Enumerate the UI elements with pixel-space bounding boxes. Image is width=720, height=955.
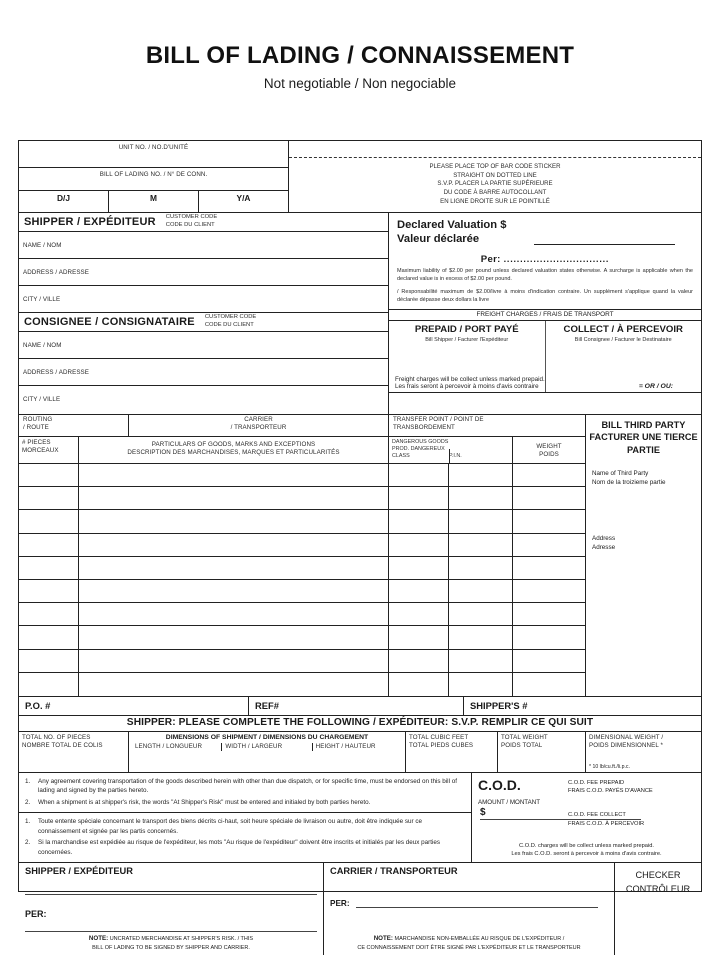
- carrier-label-en: CARRIER: [244, 416, 273, 423]
- barcode-line-1: PLEASE PLACE TOP OF BAR CODE STICKER: [429, 163, 561, 170]
- consignee-city-label: CITY / VILLE: [23, 395, 61, 403]
- dangerous-goods-pin: P.I.N.: [449, 452, 462, 459]
- table-row[interactable]: [389, 603, 585, 626]
- term-number: 1.: [25, 777, 31, 785]
- row-description-cell[interactable]: [79, 510, 388, 532]
- table-row[interactable]: [19, 580, 388, 603]
- total-cubic-feet-field[interactable]: [406, 732, 498, 772]
- freight-note-fr-row: [395, 383, 695, 390]
- row-description-cell[interactable]: [79, 650, 388, 672]
- checker-label-fr: CONTRÔLEUR: [625, 883, 691, 894]
- table-row[interactable]: [389, 534, 585, 557]
- shipper-code-en: CUSTOMER CODE: [165, 214, 218, 221]
- cod-note-en: C.O.D. charges will be collect unless marked prepaid.: [519, 842, 654, 849]
- table-row[interactable]: [389, 650, 585, 673]
- row-description-cell[interactable]: [79, 603, 388, 625]
- row-pieces-cell[interactable]: [19, 673, 79, 696]
- carrier-note: [330, 934, 608, 952]
- row-class-cell[interactable]: [389, 580, 449, 602]
- pieces-header: [19, 437, 79, 463]
- row-description-cell[interactable]: [79, 557, 388, 579]
- row-pin-cell[interactable]: [449, 487, 513, 509]
- row-class-cell[interactable]: [389, 650, 449, 672]
- date-day-field[interactable]: D/J: [19, 191, 109, 212]
- row-pin-cell[interactable]: [449, 534, 513, 556]
- row-weight-cell[interactable]: [513, 673, 585, 696]
- table-row[interactable]: [389, 510, 585, 533]
- shipper-code-fr: CODE DU CLIENT: [165, 222, 215, 228]
- po-number-field[interactable]: P.O. #: [19, 697, 249, 715]
- row-pin-cell[interactable]: [449, 580, 513, 602]
- terms-french: [19, 812, 471, 862]
- term-item: [25, 798, 465, 807]
- ref-number-field[interactable]: REF#: [249, 697, 464, 715]
- cod-fee-collect-en: C.O.D. FEE COLLECT: [568, 811, 626, 818]
- row-pin-cell[interactable]: [449, 673, 513, 696]
- consignee-city-field[interactable]: [19, 386, 388, 414]
- row-description-cell[interactable]: [79, 534, 388, 556]
- liability-note-fr: / Responsabilité maximum de $2.00/livre à moins d'indication contraire. Un supplément s'applique quand la valeur déclarée dépasse deux dollars la livre: [397, 288, 693, 303]
- top-identification-block: [19, 141, 701, 213]
- date-month-field[interactable]: M: [109, 191, 199, 212]
- dangerous-goods-en: DANGEROUS GOODS: [392, 438, 449, 445]
- shipper-name-label: NAME / NOM: [23, 241, 62, 249]
- collect-sublabel: Bill Consignee / Facturer le Destinataire: [574, 337, 672, 343]
- goods-right-column: [389, 415, 701, 696]
- bol-no-field[interactable]: [19, 168, 288, 191]
- checker-label-en: CHECKER: [635, 869, 681, 880]
- carrier-per-row: [330, 898, 608, 908]
- third-party-title-2: FACTURER UNE TIERCE: [589, 432, 698, 443]
- freight-charges-footnote: [389, 376, 701, 390]
- consignee-address-field[interactable]: [19, 359, 388, 386]
- shipper-address-label: ADDRESS / ADRESSE: [23, 268, 90, 276]
- row-description-cell[interactable]: [79, 626, 388, 648]
- row-class-cell[interactable]: [389, 557, 449, 579]
- row-class-cell[interactable]: [389, 487, 449, 509]
- row-weight-cell[interactable]: [513, 650, 585, 672]
- row-pieces-cell[interactable]: [19, 603, 79, 625]
- declared-valuation-label-en: Declared Valuation $: [397, 219, 507, 231]
- table-row[interactable]: [19, 557, 388, 580]
- liability-note-en: Maximum liability of $2.00 per pound unless declared valuation states otherwise. A surcharge is applicable when the declared value is in excess of $2.00 per pound.: [397, 268, 693, 282]
- carrier-note-bold: NOTE:: [373, 935, 393, 943]
- third-party-address-fr: Adresse: [592, 543, 616, 551]
- cod-amount-label: AMOUNT / MONTANT: [478, 798, 540, 806]
- row-description-cell[interactable]: [79, 580, 388, 602]
- third-party-name-en: Name of Third Party: [592, 470, 649, 478]
- row-class-cell[interactable]: [389, 464, 449, 486]
- term-text: Any agreement covering transportation of the goods described herein with other than due dispatch, or for specific time, must be endorsed on this bill of lading and signed by the parties hereto.: [38, 777, 457, 795]
- table-row[interactable]: [389, 673, 585, 696]
- table-row[interactable]: [389, 464, 585, 487]
- per-dotted-line: ................................: [503, 254, 610, 264]
- row-pieces-cell[interactable]: [19, 580, 79, 602]
- row-class-cell[interactable]: [389, 510, 449, 532]
- consignee-name-field[interactable]: [19, 332, 388, 359]
- term-number: 1.: [25, 818, 31, 826]
- row-pin-cell[interactable]: [449, 464, 513, 486]
- barcode-sticker-area[interactable]: [289, 141, 701, 212]
- third-party-name-field[interactable]: [586, 470, 701, 487]
- barcode-instructions: [289, 163, 701, 206]
- third-party-column[interactable]: [586, 415, 701, 696]
- term-item: [25, 777, 465, 796]
- table-row[interactable]: [389, 626, 585, 649]
- term-text: When a shipment is at shipper's risk, the words "At Shipper's Risk" must be entered and initialed by both parties hereto.: [38, 798, 371, 806]
- parties-column: [19, 213, 389, 414]
- table-row[interactable]: [19, 534, 388, 557]
- date-fields: [19, 191, 288, 212]
- pieces-header-fr: MORCEAUX: [22, 446, 59, 454]
- term-number: 2.: [25, 839, 31, 847]
- valuation-per-line[interactable]: [397, 254, 693, 265]
- shippers-number-field[interactable]: SHIPPER'S #: [470, 699, 528, 711]
- row-weight-cell[interactable]: [513, 580, 585, 602]
- table-row[interactable]: [19, 673, 388, 696]
- goods-left-column: [19, 415, 389, 696]
- row-weight-cell[interactable]: [513, 487, 585, 509]
- transfer-point-label-2: TRANSBORDEMENT: [393, 423, 455, 431]
- carrier-signature-section: [324, 863, 615, 955]
- dangerous-goods-subcols: [392, 453, 509, 460]
- terms-and-cod-block: [19, 773, 701, 863]
- table-row[interactable]: [389, 487, 585, 510]
- shipper-customer-code: [166, 214, 217, 230]
- row-weight-cell[interactable]: [513, 603, 585, 625]
- dangerous-goods-header: [389, 437, 585, 464]
- shipper-note-line-2: BILL OF LADING TO BE SIGNED BY SHIPPER AND CARRIER.: [92, 944, 250, 951]
- shipper-header: [19, 213, 388, 232]
- row-pieces-cell[interactable]: [19, 464, 79, 486]
- barcode-line-5: EN LIGNE DROITE SUR LE POINTILLÉ: [440, 197, 550, 205]
- row-pin-cell[interactable]: [449, 510, 513, 532]
- freight-note-en: Freight charges will be collect unless marked prepaid.: [395, 376, 545, 383]
- terms-english: [19, 773, 471, 812]
- bol-no-label: BILL OF LADING NO. / N° DE CONN.: [99, 171, 208, 178]
- row-pin-cell[interactable]: [449, 603, 513, 625]
- cod-currency-symbol: $: [480, 806, 486, 818]
- consignee-customer-code: [205, 314, 256, 330]
- shipper-address-field[interactable]: [19, 259, 388, 286]
- document-header: [0, 0, 720, 91]
- declared-valuation-section: [389, 213, 701, 310]
- total-weight-field[interactable]: [498, 732, 586, 772]
- row-weight-cell[interactable]: [513, 510, 585, 532]
- table-row[interactable]: [19, 487, 388, 510]
- row-pieces-cell[interactable]: [19, 510, 79, 532]
- term-number: 2.: [25, 798, 31, 806]
- consignee-name-label: NAME / NOM: [23, 341, 62, 349]
- description-header: [79, 437, 388, 463]
- shipper-signature-line[interactable]: [25, 894, 317, 895]
- routing-label-fr: / ROUTE: [23, 423, 49, 431]
- dim-weight-label-en: DIMENSIONAL WEIGHT /: [589, 733, 664, 741]
- dimensional-weight-field[interactable]: [586, 732, 701, 772]
- cod-fee-collect-option[interactable]: [568, 811, 653, 828]
- cubic-label-fr: TOTAL PIEDS CUBES: [409, 741, 474, 749]
- consignee-header: [19, 313, 388, 332]
- parties-and-charges-block: [19, 213, 701, 415]
- prepaid-label: PREPAID / PORT PAYÉ: [414, 324, 519, 335]
- dim-weight-footnote: * 10 lb/cu.ft./li.p.c.: [589, 763, 630, 770]
- reference-numbers-row: [19, 697, 701, 716]
- table-row[interactable]: [19, 650, 388, 673]
- row-pin-cell[interactable]: [449, 557, 513, 579]
- dimensions-subcolumns: [132, 743, 402, 751]
- term-item: [25, 838, 465, 857]
- term-item: [25, 817, 465, 836]
- shipper-signature-title: SHIPPER / EXPÉDITEUR: [25, 865, 133, 876]
- cod-note-fr: Les frais C.O.D. seront à percevoir à moins d'avis contraire.: [511, 851, 662, 858]
- transfer-point-field[interactable]: [389, 415, 585, 437]
- row-weight-cell[interactable]: [513, 464, 585, 486]
- weight-header: [513, 437, 585, 463]
- third-party-title-1: BILL THIRD PARTY: [601, 420, 686, 430]
- complete-following-banner: SHIPPER: PLEASE COMPLETE THE FOLLOWING / EXPÉDITEUR: S.V.P. REMPLIR CE QUI SUIT: [19, 716, 701, 732]
- row-weight-cell[interactable]: [513, 557, 585, 579]
- row-description-cell[interactable]: [79, 464, 388, 486]
- goods-rows: [19, 464, 388, 696]
- term-text: Si la marchandise est expédiée au risque de l'expéditeur, les mots "Au risque de l'expéditeur" doivent être inscrits et initialés par les deux parties concernées.: [38, 839, 441, 856]
- goods-table-block: [19, 415, 701, 697]
- declared-valuation-label-fr: Valeur déclarée: [397, 233, 480, 245]
- length-field[interactable]: LENGTH / LONGUEUR: [132, 743, 222, 751]
- shipper-city-field[interactable]: [19, 286, 388, 313]
- shipper-per-label: PER:: [25, 908, 47, 919]
- barcode-line-4: DU CODE À BARRE AUTOCOLLANT: [443, 188, 547, 196]
- terms-column: [19, 773, 472, 862]
- shipper-title: SHIPPER / EXPÉDITEUR: [24, 216, 156, 228]
- unit-bol-block: [19, 141, 289, 212]
- row-pin-cell[interactable]: [449, 626, 513, 648]
- valuation-charges-column: [389, 213, 701, 414]
- row-weight-cell[interactable]: [513, 626, 585, 648]
- description-header-fr: DESCRIPTION DES MARCHANDISES, MARQUES ET PARTICULARITÉS: [127, 448, 340, 456]
- dangerous-goods-rows: [389, 464, 585, 696]
- third-party-title: [586, 415, 701, 456]
- routing-carrier-row: [19, 415, 388, 437]
- weight-label-fr: POIDS: [539, 450, 559, 458]
- pieces-header-en: # PIECES: [22, 439, 51, 446]
- dimensions-group: [129, 732, 406, 772]
- dangerous-goods-class: CLASS: [392, 452, 410, 459]
- row-class-cell[interactable]: [389, 534, 449, 556]
- consignee-code-fr: CODE DU CLIENT: [204, 322, 254, 328]
- cod-fee-prepaid-en: C.O.D. FEE PREPAID: [568, 779, 625, 786]
- term-text: Toute entente spéciale concernant le transport des biens décrits ci-haut, soit heure spéciale de livraison ou autre, doit être indiquée sur ce connaissement et signée par les partis concernés.: [38, 818, 422, 835]
- width-field[interactable]: WIDTH / LARGEUR: [222, 743, 312, 751]
- page-subtitle: Not negotiable / Non negociable: [263, 76, 457, 91]
- cod-fee-collect-fr: FRAIS C.O.D. À PERCEVOIR: [568, 820, 645, 827]
- dimensions-header-row: [19, 732, 701, 773]
- shipper-city-label: CITY / VILLE: [23, 295, 61, 303]
- row-class-cell[interactable]: [389, 603, 449, 625]
- third-party-name-fr: Nom de la troizieme partie: [592, 478, 666, 486]
- carrier-signature-title: CARRIER / TRANSPORTEUR: [330, 865, 458, 876]
- shipper-note-line-1: UNCRATED MERCHANDISE AT SHIPPER'S RISK. / THIS: [109, 936, 254, 943]
- cubic-label-en: TOTAL CUBIC FEET: [409, 733, 469, 741]
- barcode-line-2: STRAIGHT ON DOTTED LINE: [453, 171, 537, 179]
- cod-fee-options: [568, 779, 653, 828]
- total-weight-label-en: TOTAL WEIGHT: [501, 733, 548, 741]
- freight-note-fr: Les frais seront à percevoir à moins d'avis contraire: [395, 383, 539, 390]
- collect-label: COLLECT / À PERCEVOIR: [563, 324, 683, 335]
- height-field[interactable]: HEIGHT / HAUTEUR: [315, 742, 376, 750]
- goods-table-header: [19, 437, 388, 464]
- consignee-address-label: ADDRESS / ADRESSE: [23, 368, 90, 376]
- transfer-thirdparty-wrap: [389, 415, 701, 696]
- routing-field[interactable]: [19, 415, 129, 436]
- dangerous-goods-divider: [449, 449, 450, 463]
- shipper-signature-section: [19, 863, 324, 955]
- total-weight-label-fr: POIDS TOTAL: [501, 741, 543, 749]
- unit-no-field[interactable]: [19, 141, 288, 168]
- table-row[interactable]: [19, 464, 388, 487]
- shipper-note-bold: NOTE:: [88, 935, 109, 943]
- cod-section: [472, 773, 701, 862]
- carrier-field[interactable]: [129, 415, 388, 436]
- cod-fee-prepaid-option[interactable]: [568, 779, 653, 796]
- third-party-address-field[interactable]: [586, 535, 701, 552]
- table-row[interactable]: [19, 626, 388, 649]
- row-pieces-cell[interactable]: [19, 557, 79, 579]
- unit-no-label: UNIT NO. / NO.D'UNITÉ: [118, 144, 189, 151]
- row-pieces-cell[interactable]: [19, 487, 79, 509]
- signature-block: [19, 863, 701, 955]
- shipper-note: [25, 934, 317, 952]
- shipper-per-line[interactable]: [25, 931, 317, 932]
- total-pieces-label-fr: NOMBRE TOTAL DE COLIS: [22, 741, 103, 749]
- routing-label-en: ROUTING: [23, 416, 53, 423]
- cod-title: C.O.D.: [478, 776, 521, 793]
- row-class-cell[interactable]: [389, 673, 449, 696]
- barcode-dotted-line: [289, 157, 701, 158]
- table-row[interactable]: [389, 557, 585, 580]
- dangerous-goods-labels: [389, 437, 513, 463]
- row-description-cell[interactable]: [79, 487, 388, 509]
- total-pieces-label-en: TOTAL NO. OF PIECES: [22, 733, 91, 741]
- or-ou-label: = OR / OU:: [638, 383, 673, 390]
- prepaid-sublabel: Bill Shipper / Facturer l'Expéditeur: [425, 337, 509, 343]
- cod-fee-prepaid-fr: FRAIS C.O.D. PAYÉS D'AVANCE: [568, 788, 653, 795]
- freight-charges-body: [389, 321, 701, 393]
- total-pieces-field[interactable]: [19, 732, 129, 772]
- carrier-signature-line[interactable]: [356, 898, 598, 908]
- table-row[interactable]: [19, 603, 388, 626]
- row-description-cell[interactable]: [79, 673, 388, 696]
- row-pieces-cell[interactable]: [19, 534, 79, 556]
- carrier-label-fr: / TRANSPORTEUR: [230, 423, 287, 431]
- carrier-per-label: PER:: [330, 898, 350, 908]
- table-row[interactable]: [19, 510, 388, 533]
- dimensions-group-title: DIMENSIONS OF SHIPMENT / DIMENSIONS DU CHARGEMENT: [165, 733, 369, 741]
- weight-label-en: WEIGHT: [536, 443, 562, 450]
- shipper-name-field[interactable]: [19, 232, 388, 259]
- transfer-point-column: [389, 415, 586, 696]
- dim-weight-label-fr: POIDS DIMENSIONNEL *: [589, 741, 663, 749]
- carrier-note-line-1: MARCHANDISE NON-EMBALLÉE AU RISQUE DE L'EXPÉDITEUR /: [394, 936, 565, 943]
- third-party-title-3: PARTIE: [626, 444, 660, 455]
- declared-valuation-row-fr: [397, 233, 693, 245]
- third-party-address-en: Address: [592, 535, 616, 543]
- row-weight-cell[interactable]: [513, 534, 585, 556]
- consignee-code-en: CUSTOMER CODE: [204, 314, 257, 321]
- page-title: BILL OF LADING / CONNAISSEMENT: [145, 42, 575, 69]
- dangerous-goods-fr: PROD. DANGEREUX: [392, 445, 445, 452]
- row-pieces-cell[interactable]: [19, 650, 79, 672]
- carrier-note-line-2: CE CONNAISSEMENT DOIT ÊTRE SIGNÉ PAR L'EXPÉDITEUR ET LE TRANSPORTEUR: [357, 944, 581, 951]
- form-frame: [18, 140, 702, 951]
- date-year-field[interactable]: Y/A: [236, 193, 251, 203]
- per-label: Per:: [480, 254, 501, 265]
- cod-note: [476, 842, 697, 859]
- row-class-cell[interactable]: [389, 626, 449, 648]
- consignee-title: CONSIGNEE / CONSIGNATAIRE: [24, 316, 195, 328]
- description-header-en: PARTICULARS OF GOODS, MARKS AND EXCEPTIONS: [151, 441, 316, 448]
- declared-valuation-input[interactable]: [534, 234, 675, 245]
- table-row[interactable]: [389, 580, 585, 603]
- barcode-line-3: S.V.P. PLACER LA PARTIE SUPÉRIEURE: [437, 180, 553, 188]
- freight-charges-title: FREIGHT CHARGES / FRAIS DE TRANSPORT: [389, 310, 701, 321]
- transfer-point-label-1: TRANSFER POINT / POINT DE: [393, 416, 484, 423]
- row-pieces-cell[interactable]: [19, 626, 79, 648]
- row-pin-cell[interactable]: [449, 650, 513, 672]
- checker-section[interactable]: [615, 863, 701, 955]
